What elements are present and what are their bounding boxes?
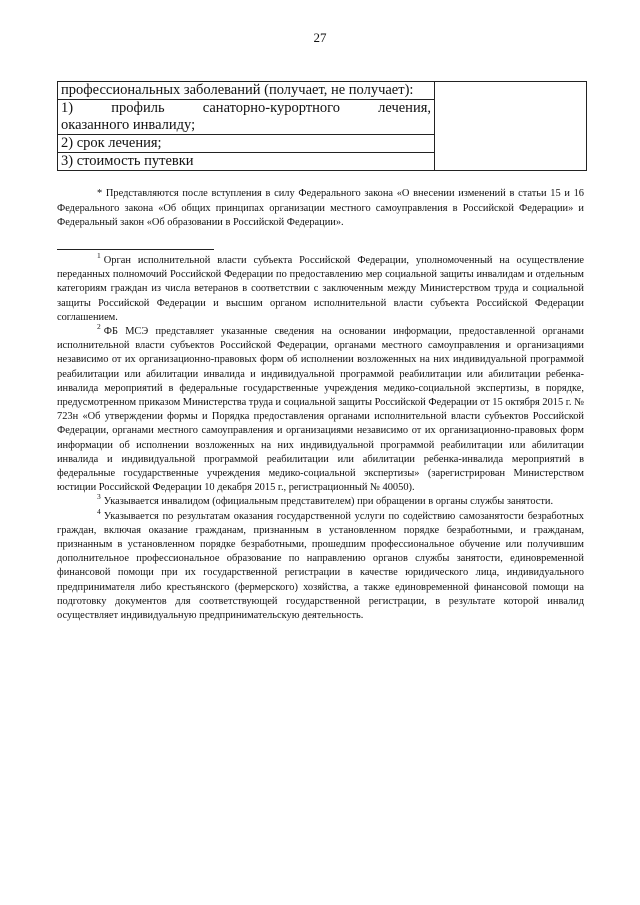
table-cell-item-duration: 2) срок лечения; <box>58 135 435 153</box>
asterisk-note: * Представляются после вступления в силу Федерального закона «О внесении изменений в статьи 15 и 16 Федерального закона «Об общих принципах организации местного самоуправления в Российской Федерации» и Федеральный закон «Об образовании в Российской Федерации». <box>57 188 584 228</box>
item-profile-line2: оказанного инвалиду; <box>61 117 196 133</box>
footnote-text: ФБ МСЭ представляет указанные сведения на основании информации, предоставленной органами исполнительной власти субъектов Российской Федерации, органами местного самоуправления и организациями независимо от их организационно-правовых форм об исполнении возложенных на них индивидуальной программой реабилитации или абилитации инвалида и индивидуальной программой реабилитации или абилитации ребенка-инвалида мероприятий в федеральные государственные учреждения медико-социальной экспертизы, в порядке, предусмотренном приказом Министерства труда и социальной защиты Российской Федерации от 15 октября 2015 г. № 723н «Об утверждении формы и Порядка предоставления органами исполнительной власти субъектов Российской Федерации, органами местного самоуправления и организациями независимо от их организационно-правовых форм информации об исполнении возложенных на них индивидуальной программой реабилитации или абилитации инвалида и индивидуальной программой реабилитации или абилитации ребенка-инвалида мероприятий в федеральные государственные учреждения медико-социальной экспертизы» (зарегистрирован Министерством юстиции Российской Федерации 10 декабря 2015 г., регистрационный № 40050). <box>57 326 584 494</box>
footnote-2 <box>57 322 584 495</box>
footnotes <box>57 251 584 623</box>
footnote-text: Орган исполнительной власти субъекта Российской Федерации, уполномоченный на осуществление переданных полномочий Российской Федерации по предоставлению мер социальной защиты инвалидам и отдельным категориям граждан из числа ветеранов в соответствии с заключенным между Министерством труда и социальной защиты Российской Федерации и высшим органом исполнительной власти субъекта Российской Федерации соглашением. <box>57 255 584 323</box>
form-table <box>57 81 587 171</box>
table-cell-item-cost: 3) стоимость путевки <box>58 153 435 171</box>
item-profile-text: профиль санаторно-курортного лечения, <box>111 100 431 116</box>
table-cell-conditions: профессиональных заболеваний (получает, не получает): <box>58 82 435 100</box>
footnote-mark: 2 <box>97 322 101 332</box>
footnote-3 <box>57 492 584 509</box>
footnote-text: Указывается инвалидом (официальным представителем) при обращении в органы службы занятости. <box>103 496 554 508</box>
table-cell-value-empty <box>435 82 587 171</box>
footnote-separator <box>57 249 214 250</box>
footnote-mark: 4 <box>97 506 101 516</box>
item-profile-number: 1) <box>61 100 74 116</box>
table-row <box>58 82 587 100</box>
footnote-4 <box>57 506 584 624</box>
footnote-text: Указывается по результатам оказания государственной услуги по содействию самозанятости безработных граждан, включая оказание гражданам, признанным в установленном порядке безработными, и гражданам, признанным в установленном порядке безработными, прошедшим профессиональное обучение или получившим дополнительное профессиональное образование по направлению органов службы занятости, единовременной финансовой помощи при их государственной регистрации в качестве юридического лица, индивидуального предпринимателя либо крестьянского (фермерского) хозяйства, а также единовременной финансовой помощи на подготовку документов для соответствующей государственной регистрации, в результате которой инвалид осуществляет индивидуальную предпринимательскую деятельность. <box>57 510 584 622</box>
footnote-mark: 3 <box>97 492 101 502</box>
footnote-1 <box>57 251 584 325</box>
page-number: 27 <box>313 30 327 45</box>
item-profile-line1 <box>61 100 431 117</box>
table-cell-item-profile <box>58 100 435 135</box>
footnote-mark: 1 <box>97 251 101 260</box>
